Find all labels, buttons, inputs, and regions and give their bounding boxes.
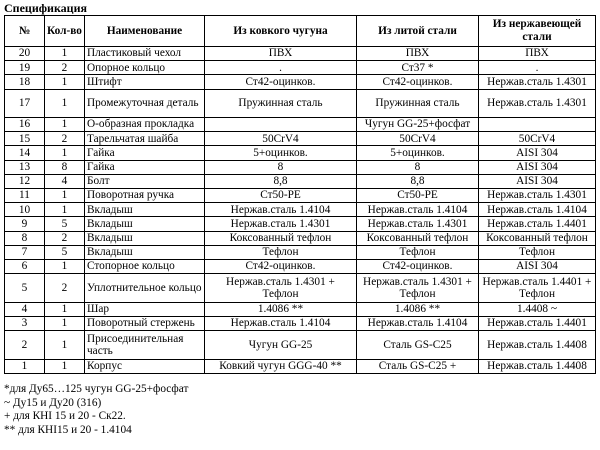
cell-number: 16 — [5, 118, 45, 132]
table-row — [5, 89, 596, 118]
cell-cast-steel: Пружинная сталь — [357, 89, 479, 118]
cell-ductile-iron: 1.4086 ** — [205, 302, 357, 316]
cell-number: 8 — [5, 231, 45, 245]
cell-number: 11 — [5, 189, 45, 203]
cell-number: 20 — [5, 47, 45, 61]
cell-number: 18 — [5, 75, 45, 89]
cell-name: Вкладыш — [85, 203, 205, 217]
header-quantity: Кол-во — [45, 16, 85, 47]
cell-quantity: 1 — [45, 331, 85, 360]
cell-stainless-steel: Нержав.сталь 1.4301 — [479, 189, 596, 203]
cell-quantity: 1 — [45, 89, 85, 118]
cell-number: 1 — [5, 359, 45, 373]
footnote: ** для КНI15 и 20 - 1.4104 — [4, 423, 132, 436]
cell-name: Промежуточная деталь — [85, 89, 205, 118]
cell-quantity: 1 — [45, 47, 85, 61]
table-row — [5, 203, 596, 217]
table-body — [5, 47, 596, 374]
table-row — [5, 61, 596, 75]
cell-name: Шар — [85, 302, 205, 316]
cell-ductile-iron: 5+оцинков. — [205, 146, 357, 160]
cell-stainless-steel: Нержав.сталь 1.4401 — [479, 316, 596, 330]
footnote: *для Ду65…125 чугун GG-25+фосфат — [4, 383, 189, 395]
cell-ductile-iron: 50CrV4 — [205, 132, 357, 146]
cell-cast-steel: Ст50-PE — [357, 189, 479, 203]
cell-cast-steel: Нержав.сталь 1.4301 + Тефлон — [357, 274, 479, 303]
cell-ductile-iron: Нержав.сталь 1.4104 — [205, 203, 357, 217]
table-row — [5, 316, 596, 330]
table-row — [5, 146, 596, 160]
cell-quantity: 1 — [45, 302, 85, 316]
cell-quantity: 5 — [45, 245, 85, 259]
header-ductile-iron: Из ковкого чугуна — [205, 16, 357, 47]
cell-name: Гайка — [85, 146, 205, 160]
cell-name: Вкладыш — [85, 245, 205, 259]
footnote: ~ Ду15 и Ду20 (316) — [4, 396, 102, 409]
cell-stainless-steel: AISI 304 — [479, 160, 596, 174]
cell-stainless-steel: Нержав.сталь 1.4301 — [479, 89, 596, 118]
page-title: Спецификация — [4, 1, 88, 15]
cell-stainless-steel: 1.4408 ~ — [479, 302, 596, 316]
footnote: + для КНI 15 и 20 - Ск22. — [4, 410, 126, 422]
cell-cast-steel: Ст42-оцинков. — [357, 259, 479, 273]
header-name: Наименование — [85, 16, 205, 47]
cell-stainless-steel: Нержав.сталь 1.4408 — [479, 331, 596, 360]
cell-quantity: 1 — [45, 359, 85, 373]
cell-cast-steel: Сталь GS-C25 + — [357, 359, 479, 373]
table-row — [5, 189, 596, 203]
cell-name: Корпус — [85, 359, 205, 373]
header-stainless-steel: Из нержавеющей стали — [479, 16, 596, 47]
cell-stainless-steel: AISI 304 — [479, 146, 596, 160]
cell-number: 17 — [5, 89, 45, 118]
cell-quantity: 1 — [45, 75, 85, 89]
cell-number: 5 — [5, 274, 45, 303]
cell-stainless-steel: Коксованный тефлон — [479, 231, 596, 245]
table-header-row — [5, 16, 596, 47]
cell-stainless-steel: Тефлон — [479, 245, 596, 259]
cell-stainless-steel: ПВХ — [479, 47, 596, 61]
table-row — [5, 47, 596, 61]
cell-quantity: 1 — [45, 316, 85, 330]
table-row — [5, 75, 596, 89]
table-row — [5, 331, 596, 360]
cell-quantity: 2 — [45, 231, 85, 245]
table-row — [5, 302, 596, 316]
cell-number: 19 — [5, 61, 45, 75]
cell-ductile-iron: Чугун GG-25 — [205, 331, 357, 360]
cell-cast-steel: Тефлон — [357, 245, 479, 259]
cell-cast-steel: Коксованный тефлон — [357, 231, 479, 245]
cell-quantity: 8 — [45, 160, 85, 174]
cell-cast-steel: Нержав.сталь 1.4104 — [357, 203, 479, 217]
cell-ductile-iron: ПВХ — [205, 47, 357, 61]
cell-stainless-steel: 50CrV4 — [479, 132, 596, 146]
table-row — [5, 245, 596, 259]
cell-quantity: 1 — [45, 118, 85, 132]
cell-number: 2 — [5, 331, 45, 360]
cell-quantity: 1 — [45, 259, 85, 273]
cell-cast-steel: 1.4086 ** — [357, 302, 479, 316]
cell-name: Поворотный стержень — [85, 316, 205, 330]
table-row — [5, 118, 596, 132]
cell-quantity: 1 — [45, 146, 85, 160]
table-row — [5, 160, 596, 174]
table-row — [5, 359, 596, 373]
cell-name: Уплотнительное кольцо — [85, 274, 205, 303]
cell-name: Гайка — [85, 160, 205, 174]
cell-ductile-iron: Нержав.сталь 1.4104 — [205, 316, 357, 330]
cell-cast-steel: Нержав.сталь 1.4104 — [357, 316, 479, 330]
table-row — [5, 231, 596, 245]
cell-stainless-steel — [479, 118, 596, 132]
cell-quantity: 2 — [45, 132, 85, 146]
cell-quantity: 5 — [45, 217, 85, 231]
cell-quantity: 2 — [45, 61, 85, 75]
cell-number: 4 — [5, 302, 45, 316]
cell-stainless-steel: Нержав.сталь 1.4401 + Тефлон — [479, 274, 596, 303]
cell-number: 9 — [5, 217, 45, 231]
header-cast-steel: Из литой стали — [357, 16, 479, 47]
cell-number: 13 — [5, 160, 45, 174]
cell-stainless-steel: Нержав.сталь 1.4408 — [479, 359, 596, 373]
cell-name: Пластиковый чехол — [85, 47, 205, 61]
cell-ductile-iron: Пружинная сталь — [205, 89, 357, 118]
cell-ductile-iron: 8 — [205, 160, 357, 174]
cell-name: Поворотная ручка — [85, 189, 205, 203]
cell-ductile-iron: . — [205, 61, 357, 75]
footnotes — [4, 383, 188, 437]
cell-cast-steel: Ст42-оцинков. — [357, 75, 479, 89]
cell-name: Тарельчатая шайба — [85, 132, 205, 146]
cell-number: 6 — [5, 259, 45, 273]
cell-quantity: 4 — [45, 174, 85, 188]
cell-cast-steel: Сталь GS-C25 — [357, 331, 479, 360]
cell-number: 7 — [5, 245, 45, 259]
cell-ductile-iron: Нержав.сталь 1.4301 + Тефлон — [205, 274, 357, 303]
cell-cast-steel: 5+оцинков. — [357, 146, 479, 160]
cell-quantity: 2 — [45, 274, 85, 303]
cell-quantity: 1 — [45, 189, 85, 203]
cell-cast-steel: Ст37 * — [357, 61, 479, 75]
cell-cast-steel: 8 — [357, 160, 479, 174]
cell-stainless-steel: AISI 304 — [479, 259, 596, 273]
table-row — [5, 174, 596, 188]
cell-cast-steel: Нержав.сталь 1.4301 — [357, 217, 479, 231]
cell-name: Присоединительная часть — [85, 331, 205, 360]
cell-number: 12 — [5, 174, 45, 188]
cell-stainless-steel: AISI 304 — [479, 174, 596, 188]
cell-ductile-iron: Ковкий чугун GGG-40 ** — [205, 359, 357, 373]
cell-cast-steel: 50CrV4 — [357, 132, 479, 146]
cell-stainless-steel: . — [479, 61, 596, 75]
cell-number: 3 — [5, 316, 45, 330]
table-row — [5, 217, 596, 231]
cell-name: Опорное кольцо — [85, 61, 205, 75]
cell-ductile-iron: Тефлон — [205, 245, 357, 259]
table-row — [5, 132, 596, 146]
cell-name: Вкладыш — [85, 217, 205, 231]
table-row — [5, 274, 596, 303]
cell-name: Вкладыш — [85, 231, 205, 245]
header-number: № — [5, 16, 45, 47]
cell-ductile-iron: Ст50-PE — [205, 189, 357, 203]
cell-cast-steel: Чугун GG-25+фосфат — [357, 118, 479, 132]
cell-ductile-iron: Нержав.сталь 1.4301 — [205, 217, 357, 231]
cell-stainless-steel: Нержав.сталь 1.4401 — [479, 217, 596, 231]
specification-table — [4, 15, 596, 374]
cell-name: Стопорное кольцо — [85, 259, 205, 273]
cell-number: 14 — [5, 146, 45, 160]
cell-stainless-steel: Нержав.сталь 1.4301 — [479, 75, 596, 89]
cell-name: О-образная прокладка — [85, 118, 205, 132]
cell-cast-steel: 8,8 — [357, 174, 479, 188]
cell-name: Штифт — [85, 75, 205, 89]
table-row — [5, 259, 596, 273]
cell-number: 10 — [5, 203, 45, 217]
cell-quantity: 1 — [45, 203, 85, 217]
cell-name: Болт — [85, 174, 205, 188]
cell-stainless-steel: Нержав.сталь 1.4104 — [479, 203, 596, 217]
cell-ductile-iron: 8,8 — [205, 174, 357, 188]
cell-ductile-iron: Ст42-оцинков. — [205, 75, 357, 89]
cell-ductile-iron — [205, 118, 357, 132]
cell-ductile-iron: Ст42-оцинков. — [205, 259, 357, 273]
cell-cast-steel: ПВХ — [357, 47, 479, 61]
cell-ductile-iron: Коксованный тефлон — [205, 231, 357, 245]
cell-number: 15 — [5, 132, 45, 146]
